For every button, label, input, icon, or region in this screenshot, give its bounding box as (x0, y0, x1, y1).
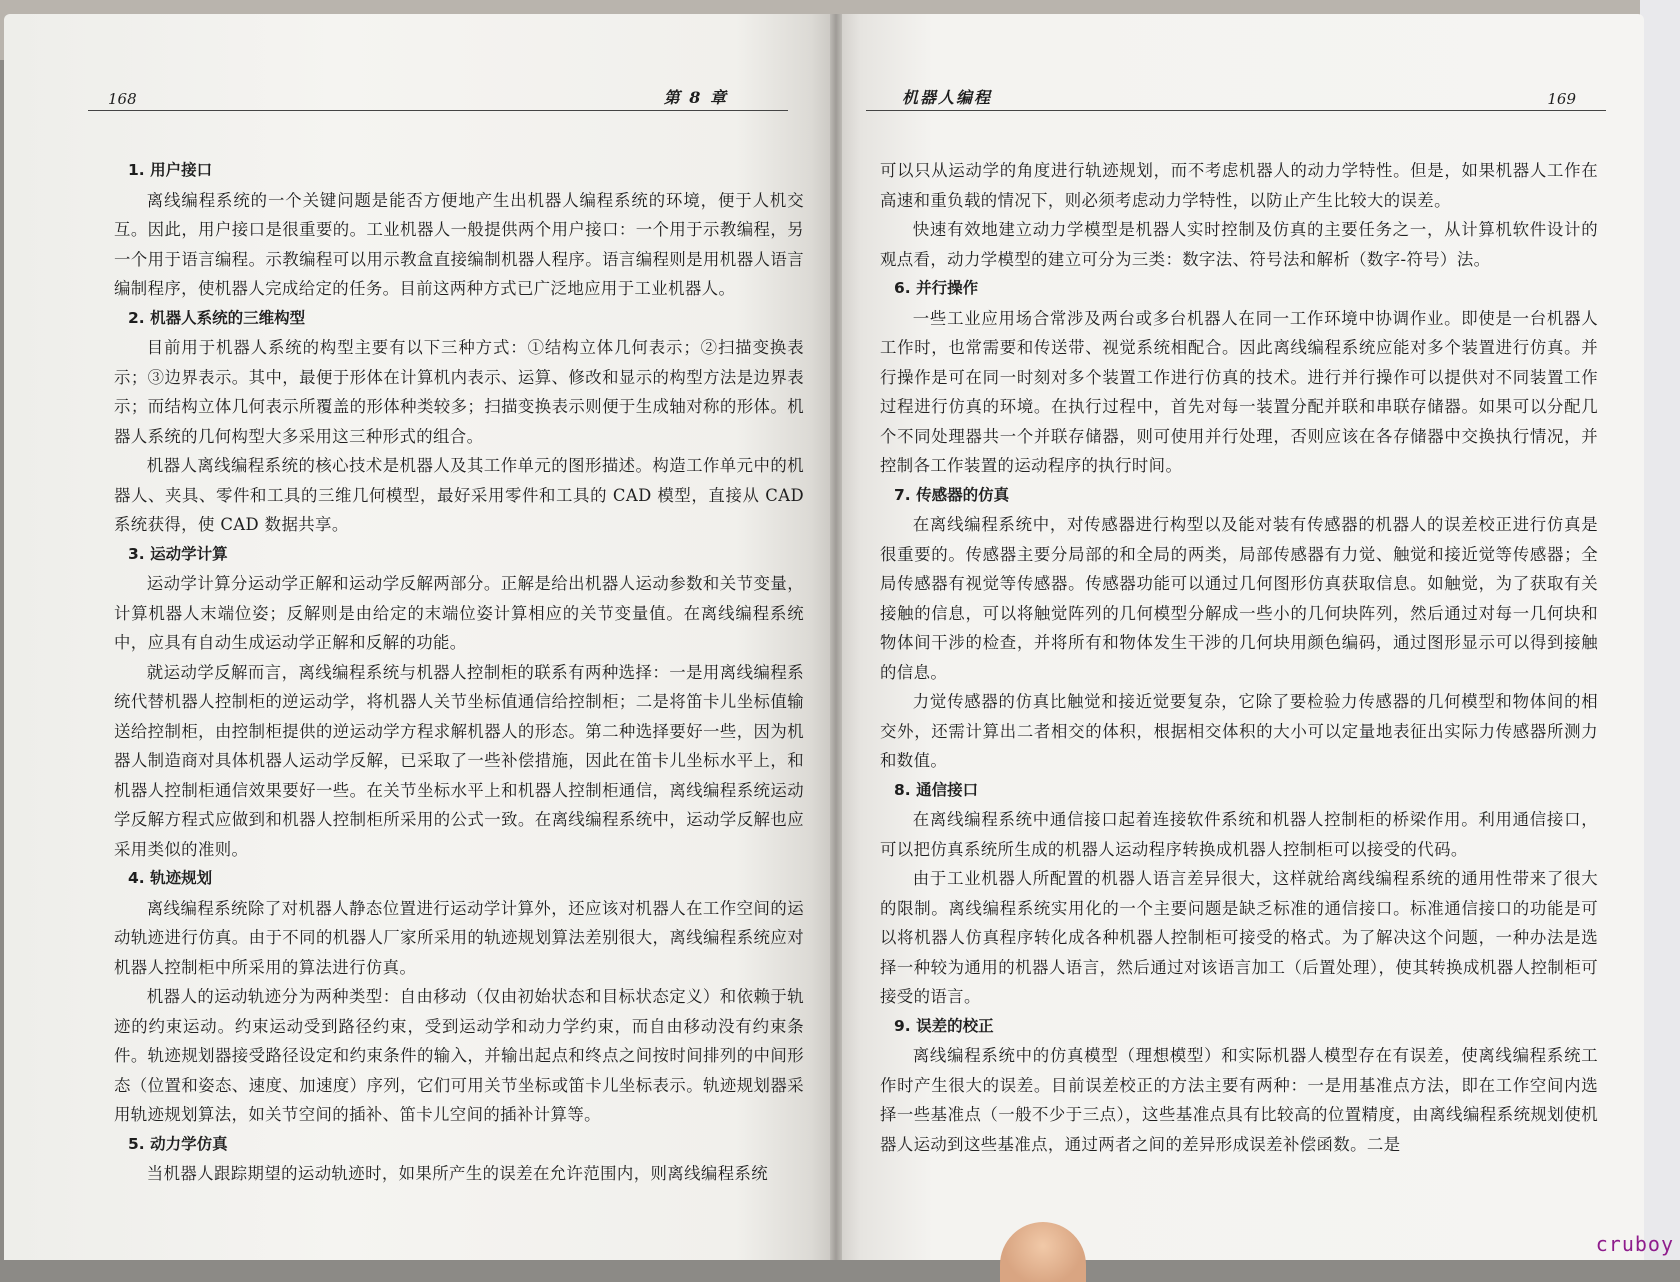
section-heading: 7. 传感器的仿真 (894, 485, 1010, 504)
paragraph: 一些工业应用场合常涉及两台或多台机器人在同一工作环境中协调作业。即使是一台机器人工作时，也常需要和传送带、视觉系统相配合。因此离线编程系统应能对多个装置进行仿真。并行操作是可在同一时刻对多个装置工作进行仿真的技术。进行并行操作可以提供对不同装置工作过程进行仿真的环境。在执行过程中，首先对每一装置分配并联和串联存储器。如果可以分配几个不同处理器共一个并联存储器，则可使用并行处理，否则应该在各存储器中交换执行情况，并控制各工作装置的运动程序的执行时间。 (880, 308, 1598, 475)
paragraph: 由于工业机器人所配置的机器人语言差异很大，这样就给离线编程系统的通用性带来了很大的限制。离线编程系统实用化的一个主要问题是缺乏标准的通信接口。标准通信接口的功能是可以将机器人仿真程序转化成各种机器人控制柜可接受的格式。为了解决这个问题，一种办法是选择一种较为通用的机器人语言，然后通过对该语言加工（后置处理），使其转换成机器人控制柜可接受的语言。 (880, 869, 1598, 1006)
paragraph: 运动学计算分运动学正解和运动学反解两部分。正解是给出机器人运动参数和关节变量，计算机器人末端位姿；反解则是由给定的末端位姿计算相应的关节变量值。在离线编程系统中，应具有自动生成运动学正解和反解的功能。 (114, 574, 804, 652)
paragraph: 离线编程系统的一个关键问题是能否方便地产生出机器人编程系统的环境，便于人机交互。因此，用户接口是很重要的。工业机器人一般提供两个用户接口：一个用于示教编程，另一个用于语言编程。示教编程可以用示教盒直接编制机器人程序。语言编程则是用机器人语言编制程序，使机器人完成给定的任务。目前这两种方式已广泛地应用于工业机器人。 (114, 190, 804, 298)
right-page-body (880, 156, 1598, 1159)
paragraph: 就运动学反解而言，离线编程系统与机器人控制柜的联系有两种选择：一是用离线编程系统代替机器人控制柜的逆运动学，将机器人关节坐标值通信给控制柜；二是将笛卡儿坐标值输送给控制柜，由控制柜提供的逆运动学方程求解机器人的形态。第二种选择要好一些，因为机器人制造商对具体机器人运动学反解，已采取了一些补偿措施，因此在笛卡儿坐标水平上，和机器人控制柜通信效果要好一些。在关节坐标水平上和机器人控制柜通信，离线编程系统运动学反解方程式应做到和机器人控制柜所采用的公式一致。在离线编程系统中，运动学反解也应采用类似的准则。 (114, 662, 804, 859)
section-heading: 1. 用户接口 (128, 161, 213, 179)
watermark: cruboy (1595, 1232, 1674, 1256)
section-heading: 3. 运动学计算 (128, 544, 228, 563)
section-heading: 6. 并行操作 (894, 279, 979, 297)
book-spine-gutter (830, 14, 842, 1260)
left-running-header (88, 76, 788, 111)
left-page (4, 14, 836, 1260)
left-page-number: 168 (108, 90, 137, 108)
paragraph: 机器人离线编程系统的核心技术是机器人及其工作单元的图形描述。构造工作单元中的机器人、夹具、零件和工具的三维几何模型，最好采用零件和工具的 CAD 模型，直接从 CAD 系统获得，使 CAD 数据共享。 (114, 456, 804, 534)
section-heading: 2. 机器人系统的三维构型 (128, 308, 306, 327)
background-wall (1640, 0, 1680, 1260)
left-page-body (114, 156, 804, 1189)
paragraph: 在离线编程系统中通信接口起着连接软件系统和机器人控制柜的桥梁作用。利用通信接口，可以把仿真系统所生成的机器人运动程序转换成机器人控制柜可以接受的代码。 (880, 810, 1598, 859)
paragraph: 可以只从运动学的角度进行轨迹规划，而不考虑机器人的动力学特性。但是，如果机器人工作在高速和重负载的情况下，则必须考虑动力学特性，以防止产生比较大的误差。 (880, 161, 1598, 210)
section-heading: 9. 误差的校正 (894, 1016, 994, 1035)
section-heading: 8. 通信接口 (894, 780, 979, 799)
paragraph: 目前用于机器人系统的构型主要有以下三种方式：①结构立体几何表示；②扫描变换表示；③边界表示。其中，最便于形体在计算机内表示、运算、修改和显示的构型方法是边界表示；而结构立体几何表示所覆盖的形体种类较多；扫描变换表示则便于生成轴对称的形体。机器人系统的几何构型大多采用这三种形式的组合。 (114, 338, 804, 446)
paragraph: 力觉传感器的仿真比触觉和接近觉要复杂，它除了要检验力传感器的几何模型和物体间的相交外，还需计算出二者相交的体积，根据相交体积的大小可以定量地表征出实际力传感器所测力和数值。 (880, 692, 1598, 770)
paragraph: 机器人的运动轨迹分为两种类型：自由移动（仅由初始状态和目标状态定义）和依赖于轨迹的约束运动。约束运动受到路径约束，受到运动学和动力学约束，而自由移动没有约束条件。轨迹规划器接受路径设定和约束条件的输入，并输出起点和终点之间按时间排列的中间形态（位置和姿态、速度、加速度）序列，它们可用关节坐标或笛卡儿坐标表示。轨迹规划器采用轨迹规划算法，如关节空间的插补、笛卡儿空间的插补计算等。 (114, 987, 804, 1124)
chapter-label: 第 8 章 (663, 88, 728, 107)
section-heading: 4. 轨迹规划 (128, 869, 213, 887)
chapter-title: 机器人编程 (902, 88, 993, 107)
paragraph: 在离线编程系统中，对传感器进行构型以及能对装有传感器的机器人的误差校正进行仿真是很重要的。传感器主要分局部的和全局的两类，局部传感器有力觉、触觉和接近觉等传感器；全局传感器有视觉等传感器。传感器功能可以通过几何图形仿真获取信息。如触觉，为了获取有关接触的信息，可以将触觉阵列的几何模型分解成一些小的几何块阵列，然后通过对每一几何块和物体间干涉的检查，并将所有和物体发生干涉的几何块用颜色编码，通过图形显示可以得到接触的信息。 (880, 515, 1598, 682)
section-heading: 5. 动力学仿真 (128, 1134, 228, 1153)
paragraph: 当机器人跟踪期望的运动轨迹时，如果所产生的误差在允许范围内，则离线编程系统 (146, 1164, 769, 1183)
paragraph: 快速有效地建立动力学模型是机器人实时控制及仿真的主要任务之一，从计算机软件设计的观点看，动力学模型的建立可分为三类：数字法、符号法和解析（数字-符号）法。 (880, 220, 1598, 269)
right-page (836, 14, 1644, 1260)
open-book (4, 14, 1644, 1260)
paragraph: 离线编程系统中的仿真模型（理想模型）和实际机器人模型存在有误差，使离线编程系统工作时产生很大的误差。目前误差校正的方法主要有两种：一是用基准点方法，即在工作空间内选择一些基准点（一般不少于三点），这些基准点具有比较高的位置精度，由离线编程系统规划使机器人运动到这些基准点，通过两者之间的差异形成误差补偿函数。二是 (880, 1046, 1598, 1154)
paragraph: 离线编程系统除了对机器人静态位置进行运动学计算外，还应该对机器人在工作空间的运动轨迹进行仿真。由于不同的机器人厂家所采用的轨迹规划算法差别很大，离线编程系统应对机器人控制柜中所采用的算法进行仿真。 (114, 898, 804, 977)
right-page-number: 169 (1547, 90, 1576, 108)
right-running-header (866, 76, 1606, 111)
